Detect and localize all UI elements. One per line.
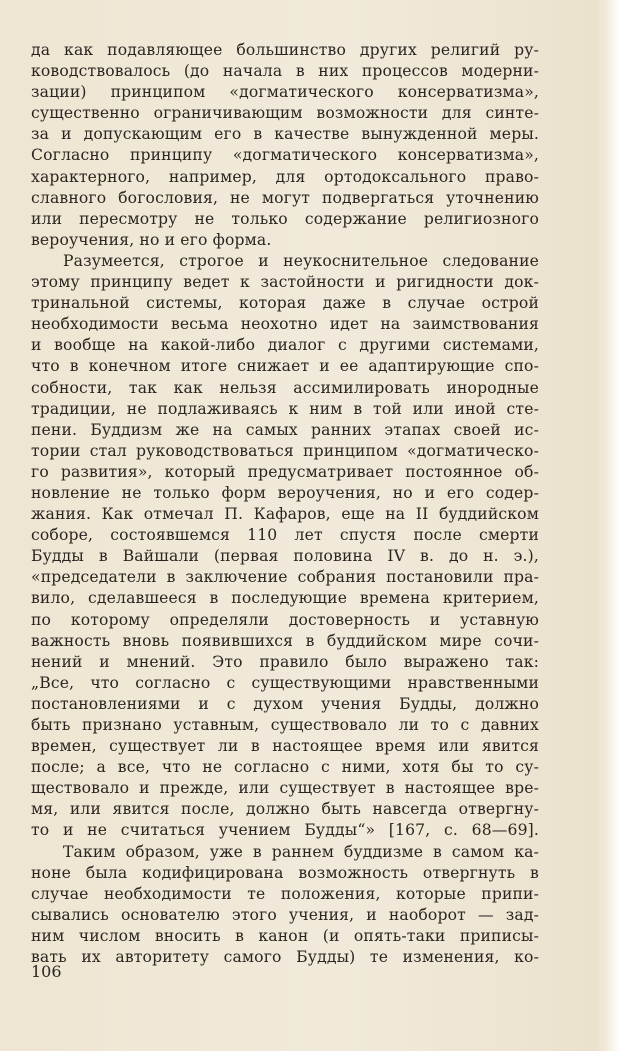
text-line: да как подавляющее большинство других религий ру- — [31, 41, 539, 59]
text-line: ществовало и прежде, или существует в настоящее вре- — [31, 779, 539, 798]
text-line: соборе, состоявшемся 110 лет спустя после смерти — [31, 526, 539, 545]
text-line: времен, существует ли в настоящее время или явится — [31, 737, 539, 756]
text-line: что в конечном итоге снижает и ее адаптирующие спо- — [31, 357, 539, 376]
text-line: Разумеется, строгое и неукоснительное следование — [63, 251, 539, 270]
text-line: собности, так как нельзя ассимилировать инородные — [31, 378, 539, 397]
text-line: жания. Как отмечал П. Кафаров, еще на II буддийском — [31, 505, 539, 524]
text-line: нений и мнений. Это правило было выражено так: — [31, 652, 539, 671]
text-line: пени. Буддизм же на самых ранних этапах своей ис- — [31, 420, 539, 439]
text-line: Таким образом, уже в раннем буддизме в самом ка- — [63, 842, 539, 861]
text-line: или пересмотру не только содержание религиозного — [31, 209, 539, 228]
text-line: тории стал руководствоваться принципом «догматическо- — [31, 441, 539, 460]
text-line: Будды в Вайшали (первая половина IV в. до н. э.), — [31, 547, 539, 566]
text-line: «председатели в заключение собрания постановили пра- — [31, 568, 539, 587]
text-line: характерного, например, для ортодоксального право- — [31, 167, 539, 186]
text-line: и вообще на какой-либо диалог с другими системами, — [31, 336, 539, 355]
text-line: вероучения, но и его форма. — [31, 230, 272, 249]
text-line: го развития», который предусматривает постоянное об- — [31, 462, 539, 481]
text-line: вило, сделавшееся в последующие времена критерием, — [31, 589, 539, 608]
text-line: то и не считаться учением Будды“» [167, с. 68—69]. — [31, 821, 539, 840]
text-line: быть признано уставным, существовало ли то с давних — [31, 716, 539, 734]
text-line: ноне была кодифицирована возможность отвергнуть в — [31, 863, 539, 882]
text-line: новление не только форм вероучения, но и его содер- — [31, 483, 539, 502]
page-edge — [606, 0, 620, 1051]
text-line: тринальной системы, которая даже в случае острой — [31, 294, 539, 313]
text-line: необходимости весьма неохотно идет на заимствования — [31, 315, 539, 334]
text-line: ководствовалось (до начала в них процессов модерни- — [31, 62, 539, 81]
text-line: ним числом вносить в канон (и опять-таки приписы- — [31, 926, 539, 945]
text-line: за и допускающим его в качестве вынужденной меры. — [31, 125, 539, 144]
text-line: мя, или явится после, должно быть навсегда отвергну- — [31, 800, 539, 819]
text-line: этому принципу ведет к застойности и ригидности док- — [31, 273, 539, 292]
text-line: постановлениями и с духом учения Будды, должно — [31, 694, 539, 713]
body-text — [31, 40, 539, 968]
text-line: существенно ограничивающим возможности для синте- — [31, 104, 539, 123]
text-line: „Все, что согласно с существующими нравственными — [31, 673, 539, 692]
text-line: зации) принципом «догматического консерватизма», — [31, 83, 539, 102]
text-line: традиции, не подлаживаясь к ним в той или иной сте- — [31, 399, 539, 418]
text-line: после; а все, что не согласно с ними, хотя бы то су- — [31, 758, 539, 777]
page-number: 106 — [31, 962, 62, 981]
text-line: сывались основателю этого учения, и наоборот — зад- — [31, 905, 539, 924]
text-line: вать их авторитету самого Будды) те изменения, ко- — [31, 948, 539, 967]
text-line: важность вновь появившихся в буддийском мире сочи- — [31, 631, 539, 650]
text-line: славного богословия, не могут подвергаться уточнению — [31, 188, 539, 207]
text-line: Согласно принципу «догматического консерватизма», — [31, 146, 539, 165]
text-line: случае необходимости те положения, которые припи- — [31, 884, 539, 903]
text-line: по которому определяли достоверность и уставную — [31, 610, 539, 629]
